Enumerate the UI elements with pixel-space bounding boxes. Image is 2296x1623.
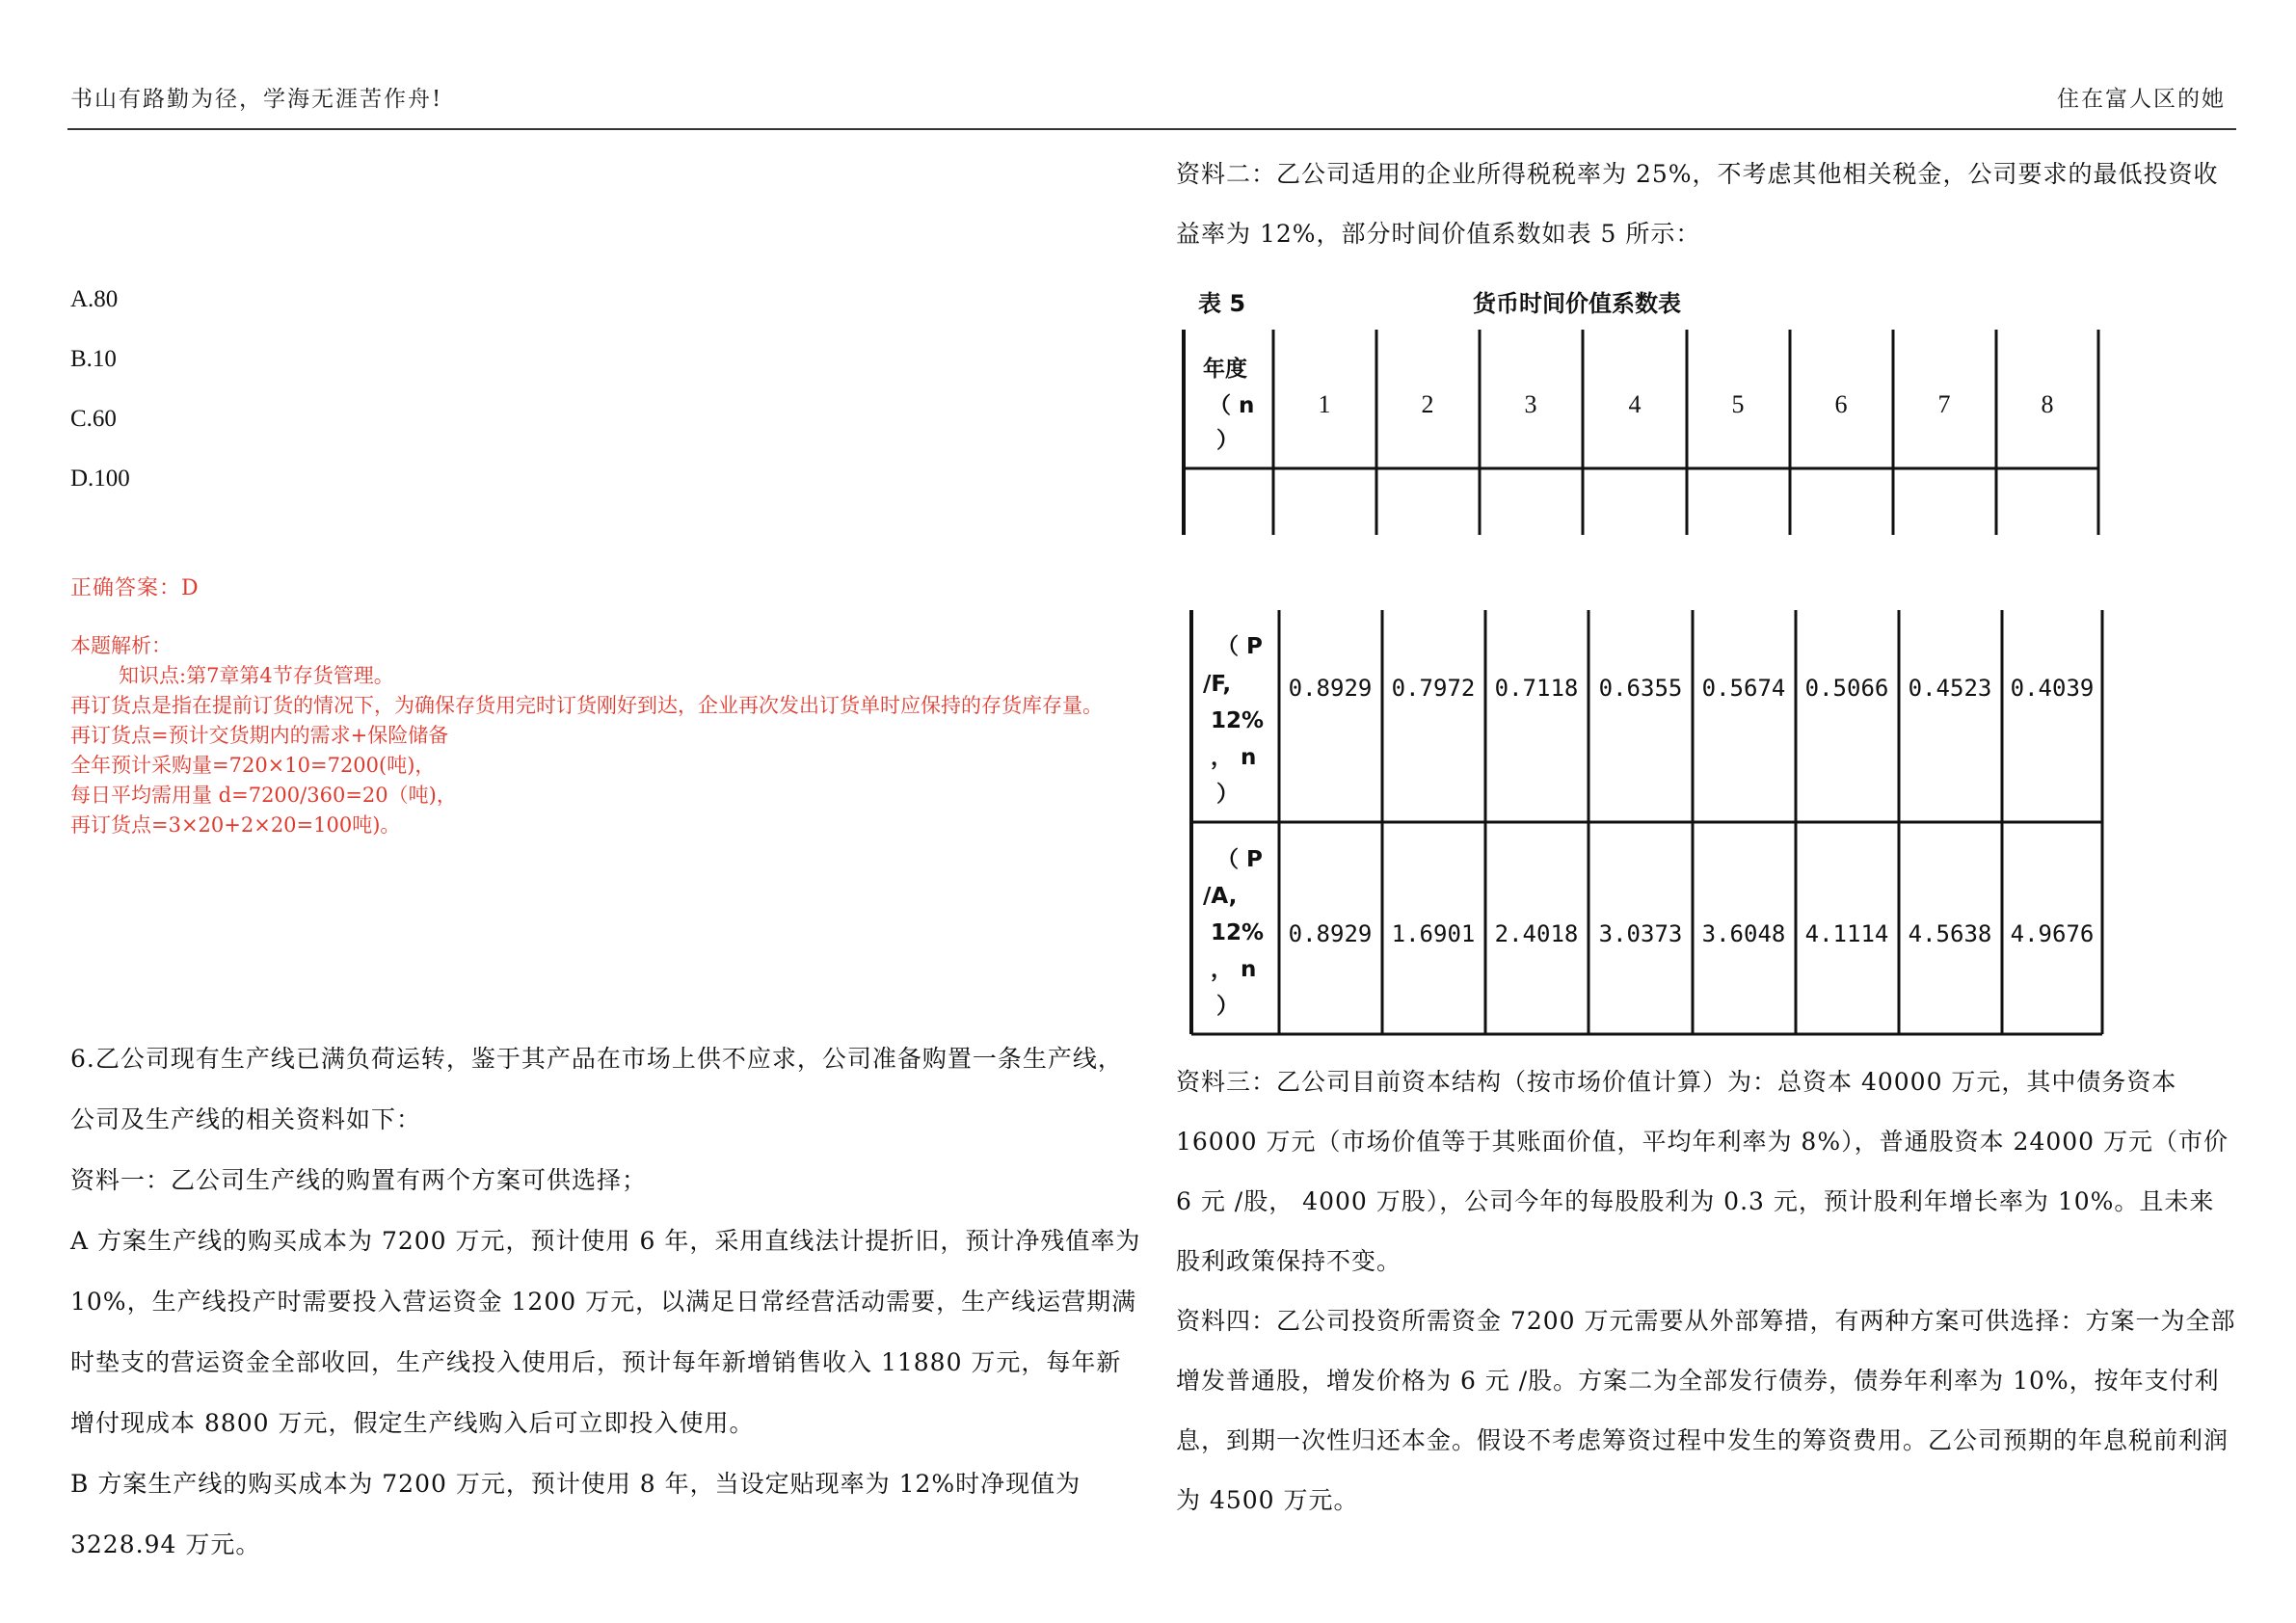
analysis-line: 知识点:第7章第4节存货管理。 xyxy=(119,664,394,687)
pf-value: 0.7972 xyxy=(1391,675,1476,702)
option-a: A.80 xyxy=(70,286,119,312)
pa-value: 4.5638 xyxy=(1908,920,1992,947)
year-header-label: （ n xyxy=(1209,393,1255,418)
option-d: D.100 xyxy=(70,466,130,492)
pa-value: 4.1114 xyxy=(1804,920,1889,947)
pf-row-label: ， n xyxy=(1211,745,1257,770)
material-4-text: 资料四：乙公司投资所需资金 7200 万元需要从外部筹措，有两种方案可供选择：方案一为全部增发普通股，增发价格为 6 元 /股。方案二为全部发行债券，债券年利率为 10%，按年支付利息，到期一次性归还本金。假设不考虑筹资过程中发生的筹资费用。乙公司预期的年息税前利润为 4500 万元。 xyxy=(1176,1307,2236,1514)
header-motto: 书山有路勤为径，学海无涯苦作舟! xyxy=(70,87,443,112)
year-cell: 1 xyxy=(1318,390,1331,418)
material-1-title: 资料一：乙公司生产线的购置有两个方案可供选择； xyxy=(70,1166,648,1194)
material-2-text: 资料二：乙公司适用的企业所得税税率为 25%，不考虑其他相关税金，公司要求的最低投资收益率为 12%，部分时间价值系数如表 5 所示： xyxy=(1176,160,2219,248)
pa-row-label: 12% xyxy=(1211,920,1265,945)
pf-row-label: 12% xyxy=(1211,708,1265,733)
pf-row-label: /F, xyxy=(1203,672,1232,697)
question-intro: 6.乙公司现有生产线已满负荷运转，鉴于其产品在市场上供不应求，公司准备购置一条生产线，公司及生产线的相关资料如下： xyxy=(70,1045,1123,1133)
pa-value: 3.6048 xyxy=(1701,920,1786,947)
pa-value: 4.9676 xyxy=(2010,920,2095,947)
pf-row-label: （ P xyxy=(1216,634,1263,659)
pa-value: 0.8929 xyxy=(1288,920,1373,947)
pa-row-label: ） xyxy=(1216,994,1239,1019)
pa-row-label: ， n xyxy=(1211,957,1257,982)
pf-value: 0.4039 xyxy=(2010,675,2095,702)
pa-row-label: /A, xyxy=(1203,884,1238,909)
table-label: 表 5 xyxy=(1198,290,1246,317)
table-title: 货币时间价值系数表 xyxy=(1473,290,1681,317)
year-cell: 5 xyxy=(1731,390,1745,418)
year-header-label: ） xyxy=(1216,428,1239,453)
material-3-text: 资料三：乙公司目前资本结构（按市场价值计算）为：总资本 40000 万元，其中债务资本 16000 万元（市场价值等于其账面价值，平均年利率为 8%），普通股资本 24000 万元（市价 6 元 /股， 4000 万股），公司今年的每股股利为 0.3 元，预计股利年增长率为 10%。且未来股利政策保持不变。 xyxy=(1176,1068,2229,1275)
analysis-line: 每日平均需用量 d=7200/360=20（吨)， xyxy=(70,784,457,807)
pa-value: 3.0373 xyxy=(1598,920,1683,947)
pf-value: 0.8929 xyxy=(1288,675,1373,702)
material-1-plan-b: B 方案生产线的购买成本为 7200 万元，预计使用 8 年，当设定贴现率为 12%时净现值为 3228.94 万元。 xyxy=(70,1470,1081,1558)
pa-value: 1.6901 xyxy=(1391,920,1476,947)
pf-value: 0.7118 xyxy=(1494,675,1579,702)
analysis-line: 再订货点=预计交货期内的需求+保险储备 xyxy=(70,724,449,747)
pa-row-label: （ P xyxy=(1216,847,1263,872)
year-cell: 4 xyxy=(1628,390,1642,418)
analysis-line: 再订货点=3×20+2×20=100吨)。 xyxy=(70,813,401,837)
year-header-label: 年度 xyxy=(1203,357,1247,382)
pf-value: 0.6355 xyxy=(1598,675,1683,702)
pf-value: 0.5674 xyxy=(1701,675,1786,702)
year-cell: 6 xyxy=(1834,390,1848,418)
year-cell: 2 xyxy=(1421,390,1434,418)
analysis-line: 全年预计采购量=720×10=7200(吨)， xyxy=(70,754,436,777)
analysis-title: 本题解析： xyxy=(70,634,172,657)
year-cell: 7 xyxy=(1937,390,1951,418)
option-b: B.10 xyxy=(70,346,117,372)
header-author: 住在富人区的她 xyxy=(2057,87,2226,112)
option-c: C.60 xyxy=(70,406,117,432)
year-cell: 8 xyxy=(2041,390,2054,418)
pf-value: 0.5066 xyxy=(1804,675,1889,702)
pf-row-label: ） xyxy=(1216,782,1239,807)
materials-3-4 xyxy=(1176,1052,2236,1530)
year-cell: 3 xyxy=(1524,390,1537,418)
pf-value: 0.4523 xyxy=(1908,675,1992,702)
material-1-plan-a: A 方案生产线的购买成本为 7200 万元，预计使用 6 年，采用直线法计提折旧，预计净残值率为 10%，生产线投产时需要投入营运资金 1200 万元，以满足日常经营活动需要，生产线运营期满时垫支的营运资金全部收回，生产线投入使用后，预计每年新增销售收入 11880 万元，每年新增付现成本 8800 万元，假定生产线购入后可立即投入使用。 xyxy=(70,1227,1141,1437)
analysis-line: 再订货点是指在提前订货的情况下，为确保存货用完时订货刚好到达，企业再次发出订货单时应保持的存货库存量。 xyxy=(70,694,1103,717)
pa-value: 2.4018 xyxy=(1494,920,1579,947)
correct-answer: 正确答案：D xyxy=(70,576,200,600)
